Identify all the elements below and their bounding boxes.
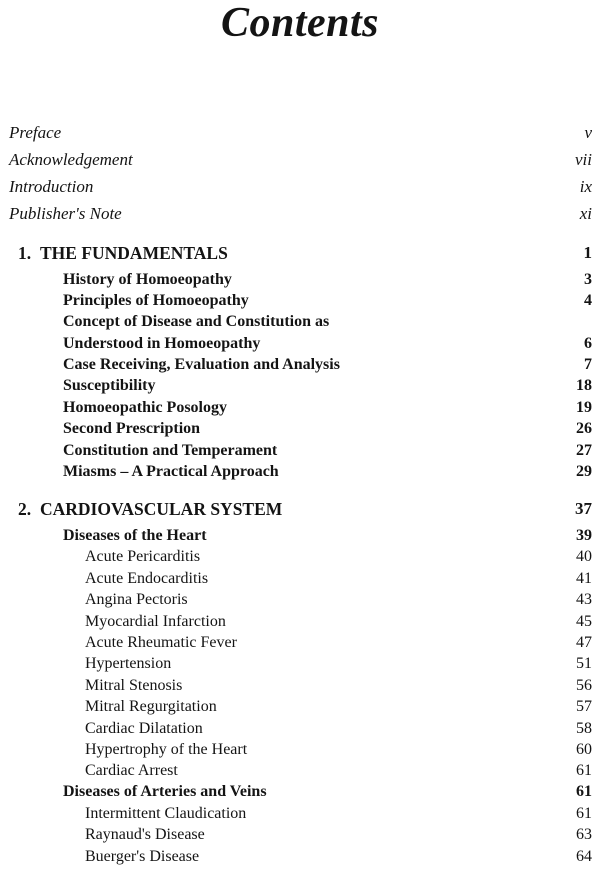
item-label: Cardiac Arrest (85, 762, 178, 779)
item-label: Intermittent Claudication (85, 805, 247, 822)
item-label: Acute Pericarditis (85, 548, 201, 565)
section-page: 6 (584, 335, 592, 352)
toc-item (0, 546, 600, 568)
item-label: Cardiac Dilatation (85, 720, 203, 737)
toc-item (0, 739, 600, 761)
toc-section-diseases-of-the-heart (0, 525, 600, 547)
toc-item (0, 675, 600, 697)
section-label: Diseases of the Heart (63, 527, 207, 544)
toc-section (0, 354, 600, 376)
item-page: 47 (576, 634, 592, 651)
toc-section (0, 290, 600, 312)
section-page: 7 (584, 356, 592, 373)
toc-item (0, 803, 600, 825)
item-page: 60 (576, 741, 592, 758)
entry-page: vii (575, 150, 592, 169)
section-label: Second Prescription (63, 420, 201, 437)
section-page: 3 (584, 271, 592, 288)
item-page: 57 (576, 698, 592, 715)
entry-label: Preface (9, 123, 62, 142)
item-label: Mitral Stenosis (85, 677, 183, 694)
chapter-title: CARDIOVASCULAR SYSTEM (40, 499, 283, 519)
item-label: Raynaud's Disease (85, 826, 205, 843)
item-page: 58 (576, 720, 592, 737)
entry-page: ix (579, 177, 592, 196)
item-page: 41 (576, 570, 592, 587)
toc-section (0, 418, 600, 440)
chapter-heading (18, 242, 228, 264)
toc-section (0, 375, 600, 397)
entry-label: Acknowledgement (9, 150, 133, 169)
section-label: Constitution and Temperament (63, 442, 278, 459)
item-page: 56 (576, 677, 592, 694)
toc-section (0, 461, 600, 483)
toc-item (0, 568, 600, 590)
section-page: 61 (576, 783, 592, 800)
entry-page: v (584, 123, 592, 142)
toc-section (0, 269, 600, 291)
item-label: Buerger's Disease (85, 848, 200, 865)
item-label: Acute Rheumatic Fever (85, 634, 237, 651)
entry-label: Publisher's Note (9, 204, 122, 223)
item-page: 63 (576, 826, 592, 843)
toc-section (0, 440, 600, 462)
toc-entry-introduction (0, 176, 600, 198)
section-label: Principles of Homoeopathy (63, 292, 249, 309)
item-page: 61 (576, 805, 592, 822)
toc-section (0, 333, 600, 355)
toc-item (0, 760, 600, 782)
section-label: Susceptibility (63, 377, 156, 394)
chapter-title: THE FUNDAMENTALS (40, 243, 228, 263)
toc-chapter-1 (0, 242, 600, 264)
toc-section (0, 397, 600, 419)
entry-label: Introduction (9, 177, 94, 196)
item-label: Hypertension (85, 655, 172, 672)
item-label: Acute Endocarditis (85, 570, 209, 587)
chapter-page: 1 (583, 243, 592, 262)
item-page: 43 (576, 591, 592, 608)
item-label: Hypertrophy of the Heart (85, 741, 248, 758)
toc-chapter-2 (0, 498, 600, 520)
section-label: Diseases of Arteries and Veins (63, 783, 267, 800)
toc-entry-acknowledgement (0, 149, 600, 171)
chapter-page: 37 (575, 499, 592, 518)
item-label: Mitral Regurgitation (85, 698, 217, 715)
item-page: 45 (576, 613, 592, 630)
toc-item (0, 589, 600, 611)
section-label: History of Homoeopathy (63, 271, 232, 288)
toc-item (0, 846, 600, 868)
section-page: 26 (576, 420, 592, 437)
section-page: 29 (576, 463, 592, 480)
toc-item (0, 696, 600, 718)
toc-item (0, 632, 600, 654)
section-page: 19 (576, 399, 592, 416)
section-page: 27 (576, 442, 592, 459)
item-label: Myocardial Infarction (85, 613, 226, 630)
item-page: 64 (576, 848, 592, 865)
toc-item (0, 718, 600, 740)
section-page: 39 (576, 527, 592, 544)
item-label: Angina Pectoris (85, 591, 188, 608)
section-label: Miasms – A Practical Approach (63, 463, 279, 480)
item-page: 61 (576, 762, 592, 779)
toc-item (0, 824, 600, 846)
toc-item (0, 653, 600, 675)
toc-entry-publishers-note (0, 203, 600, 225)
page-title: Contents (220, 0, 380, 46)
chapter-number: 1. (18, 243, 32, 263)
toc-entry-preface (0, 122, 600, 144)
entry-page: xi (579, 204, 592, 223)
section-page: 4 (584, 292, 592, 309)
section-label: Case Receiving, Evaluation and Analysis (63, 356, 340, 373)
toc-section (0, 311, 600, 333)
section-label: Homoeopathic Posology (63, 399, 227, 416)
chapter-number: 2. (18, 499, 32, 519)
toc-section-diseases-of-arteries-and-veins (0, 781, 600, 803)
section-label: Understood in Homoeopathy (63, 335, 261, 352)
item-page: 51 (576, 655, 592, 672)
section-page: 18 (576, 377, 592, 394)
item-page: 40 (576, 548, 592, 565)
chapter-heading (18, 498, 282, 520)
toc-item (0, 611, 600, 633)
section-label: Concept of Disease and Constitution as (63, 313, 330, 330)
